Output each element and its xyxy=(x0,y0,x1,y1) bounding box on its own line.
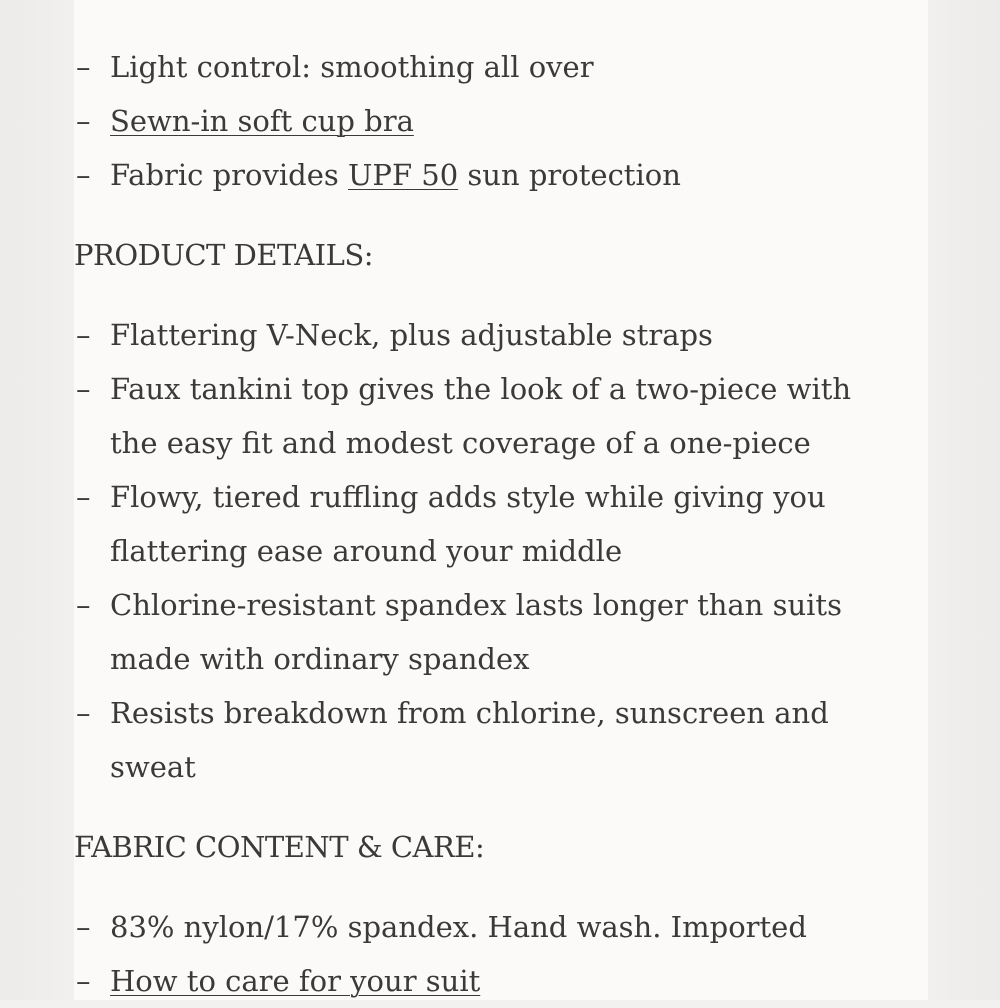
detail-text: Flattering V-Neck, plus adjustable straps xyxy=(110,318,713,352)
fabric-care-heading: FABRIC CONTENT & CARE: xyxy=(74,830,485,864)
feature-text: Light control: smoothing all over xyxy=(110,50,594,84)
product-details-list xyxy=(74,308,874,794)
product-details-heading: PRODUCT DETAILS: xyxy=(74,238,374,272)
right-margin xyxy=(928,0,1000,1000)
list-item xyxy=(74,308,874,362)
list-item xyxy=(74,94,874,148)
bullet-dash: – xyxy=(76,910,91,944)
upf-50-link[interactable]: UPF 50 xyxy=(347,158,459,192)
list-item xyxy=(74,148,874,202)
bullet-dash: – xyxy=(76,964,91,998)
features-list xyxy=(74,40,874,202)
list-item xyxy=(74,470,874,578)
product-description xyxy=(74,40,874,1008)
list-item xyxy=(74,578,874,686)
bullet-dash: – xyxy=(76,372,91,406)
detail-text: Chlorine-resistant spandex lasts longer than suits made with ordinary spandex xyxy=(110,588,842,676)
list-item xyxy=(74,40,874,94)
detail-text: Flowy, tiered ruffling adds style while giving you flattering ease around your middle xyxy=(110,480,826,568)
fabric-text: 83% nylon/17% spandex. Hand wash. Imported xyxy=(110,910,807,944)
list-item xyxy=(74,900,874,954)
detail-text: Faux tankini top gives the look of a two-piece with the easy fit and modest coverage of a one-piece xyxy=(110,372,852,460)
bullet-dash: – xyxy=(76,158,91,192)
left-margin xyxy=(0,0,74,1000)
bullet-dash: – xyxy=(76,588,91,622)
fabric-care-list xyxy=(74,900,874,1008)
list-item xyxy=(74,362,874,470)
care-guide-link[interactable]: How to care for your suit xyxy=(110,964,481,998)
feature-text: Fabric provides xyxy=(110,158,348,192)
detail-text: Resists breakdown from chlorine, sunscreen and sweat xyxy=(110,696,829,784)
bullet-dash: – xyxy=(76,50,91,84)
bullet-dash: – xyxy=(76,318,91,352)
soft-cup-bra-link[interactable]: Sewn-in soft cup bra xyxy=(110,104,414,138)
list-item xyxy=(74,686,874,794)
bullet-dash: – xyxy=(76,480,91,514)
bullet-dash: – xyxy=(76,696,91,730)
bullet-dash: – xyxy=(76,104,91,138)
feature-text: sun protection xyxy=(458,158,681,192)
